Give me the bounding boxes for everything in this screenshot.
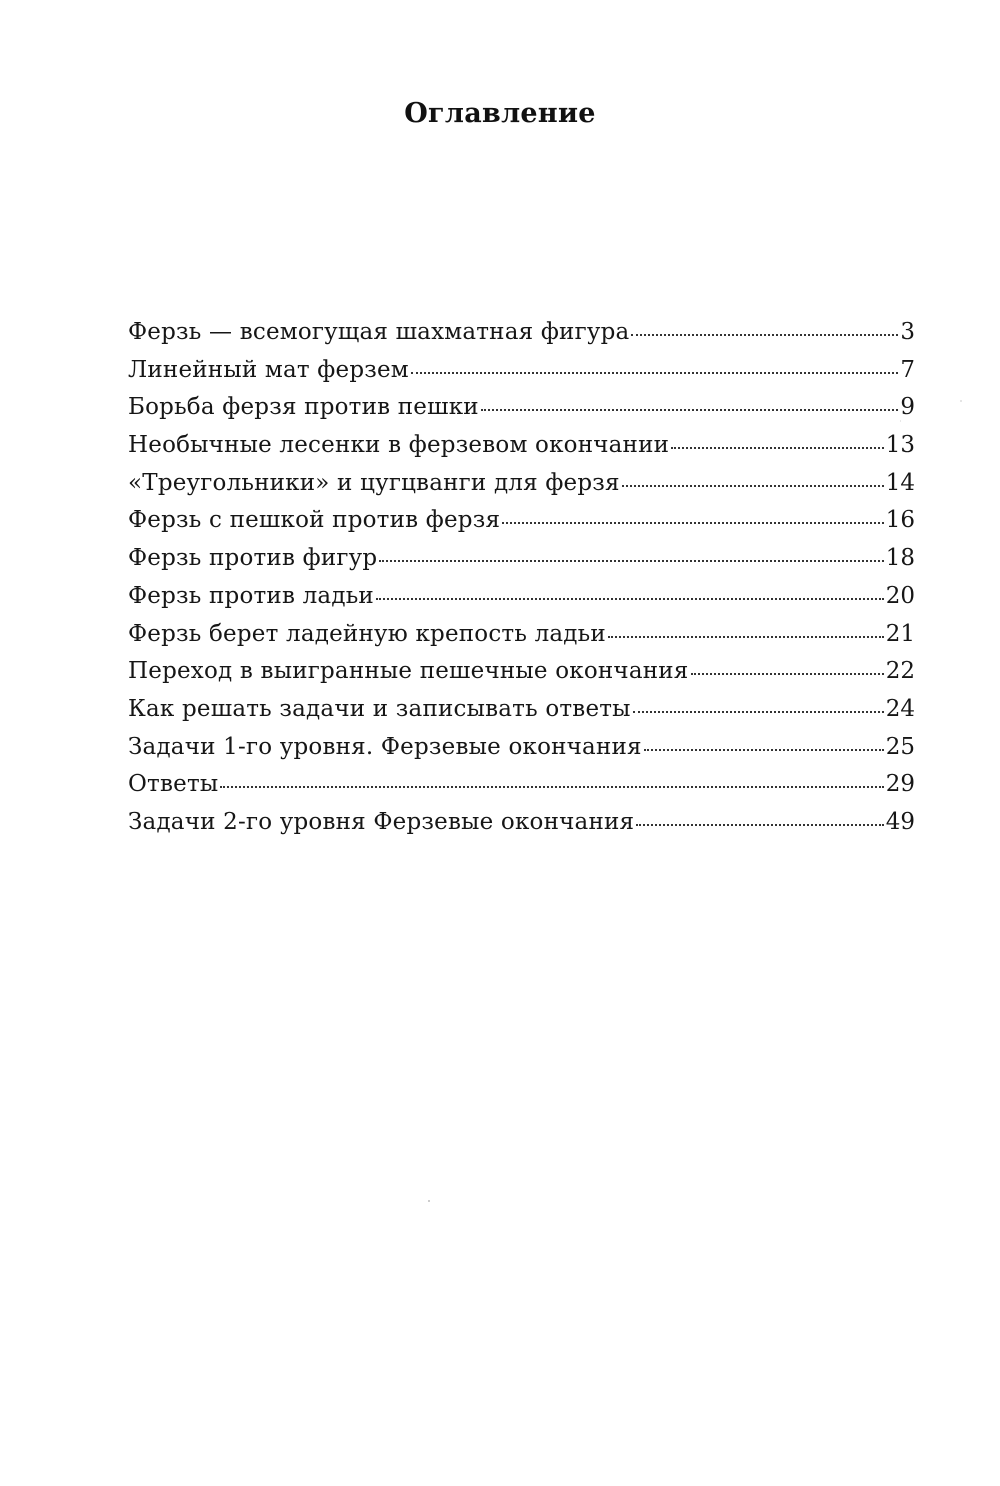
toc-entry[interactable]	[128, 691, 915, 729]
dot-leader	[220, 786, 883, 788]
toc-entry-title: Как решать задачи и записывать ответы	[128, 695, 631, 722]
dot-leader	[633, 711, 884, 713]
toc-entry[interactable]	[128, 729, 915, 767]
toc-entry[interactable]	[128, 389, 915, 427]
toc-entry[interactable]	[128, 653, 915, 691]
toc-entry-title: Ферзь — всемогущая шахматная фигура	[128, 319, 630, 345]
toc-entry-page: 24	[885, 695, 915, 722]
dot-leader	[631, 334, 898, 336]
scan-speck	[428, 1200, 430, 1202]
toc-entry-page: 25	[885, 733, 915, 760]
toc-entry-title: Ферзь против фигур	[128, 545, 378, 572]
toc-entry[interactable]	[128, 616, 915, 654]
dot-leader	[636, 824, 883, 826]
toc-entry-page: 21	[885, 620, 915, 647]
toc-entry-page: 16	[885, 507, 915, 534]
toc-entry-page: 7	[900, 356, 915, 383]
toc-entry-title: Задачи 1-го уровня. Ферзевые окончания	[128, 733, 642, 760]
toc-entry[interactable]	[128, 578, 915, 616]
toc-entry[interactable]	[128, 465, 915, 503]
toc-entry-title: Ответы	[128, 771, 219, 798]
toc-entry-title: Задачи 2-го уровня Ферзевые окончания	[128, 808, 635, 835]
dot-leader	[671, 447, 884, 449]
dot-leader	[644, 749, 884, 751]
toc-entry-title: Линейный мат ферзем	[128, 356, 409, 383]
toc-entry-page: 14	[885, 469, 915, 496]
toc-entry[interactable]	[128, 540, 915, 578]
toc-entry-page: 18	[885, 545, 915, 572]
dot-leader	[379, 560, 883, 562]
toc-entry-title: Ферзь берет ладейную крепость ладьи	[128, 620, 606, 647]
dot-leader	[481, 409, 899, 411]
page-title: Оглавление	[404, 98, 596, 129]
toc-entry-page: 3	[900, 319, 915, 345]
table-of-contents	[128, 314, 915, 842]
toc-entry-page: 13	[885, 432, 915, 459]
toc-entry-page: 22	[885, 658, 915, 685]
toc-entry-page: 9	[900, 394, 915, 421]
toc-entry-page: 49	[885, 808, 915, 835]
toc-entry[interactable]	[128, 502, 915, 540]
dot-leader	[622, 485, 884, 487]
dot-leader	[691, 673, 884, 675]
toc-entry-title: Борьба ферзя против пешки	[128, 394, 479, 421]
toc-entry-title: «Треугольники» и цугцванги для ферзя	[128, 469, 620, 496]
dot-leader	[608, 636, 884, 638]
toc-entry-page: 20	[885, 582, 915, 609]
toc-entry[interactable]	[128, 314, 915, 352]
toc-entry[interactable]	[128, 804, 915, 842]
toc-entry-page: 29	[885, 771, 915, 798]
toc-entry-title: Переход в выигранные пешечные окончания	[128, 658, 689, 685]
toc-entry[interactable]	[128, 352, 915, 390]
dot-leader	[502, 522, 884, 524]
toc-entry-title: Ферзь с пешкой против ферзя	[128, 507, 501, 534]
toc-entry-title: Ферзь против ладьи	[128, 582, 374, 609]
toc-entry[interactable]	[128, 427, 915, 465]
toc-entry-title: Необычные лесенки в ферзевом окончании	[128, 432, 670, 459]
scan-speck	[900, 420, 901, 422]
dot-leader	[411, 372, 898, 374]
toc-entry[interactable]	[128, 766, 915, 804]
dot-leader	[376, 598, 884, 600]
scan-speck	[960, 400, 962, 402]
